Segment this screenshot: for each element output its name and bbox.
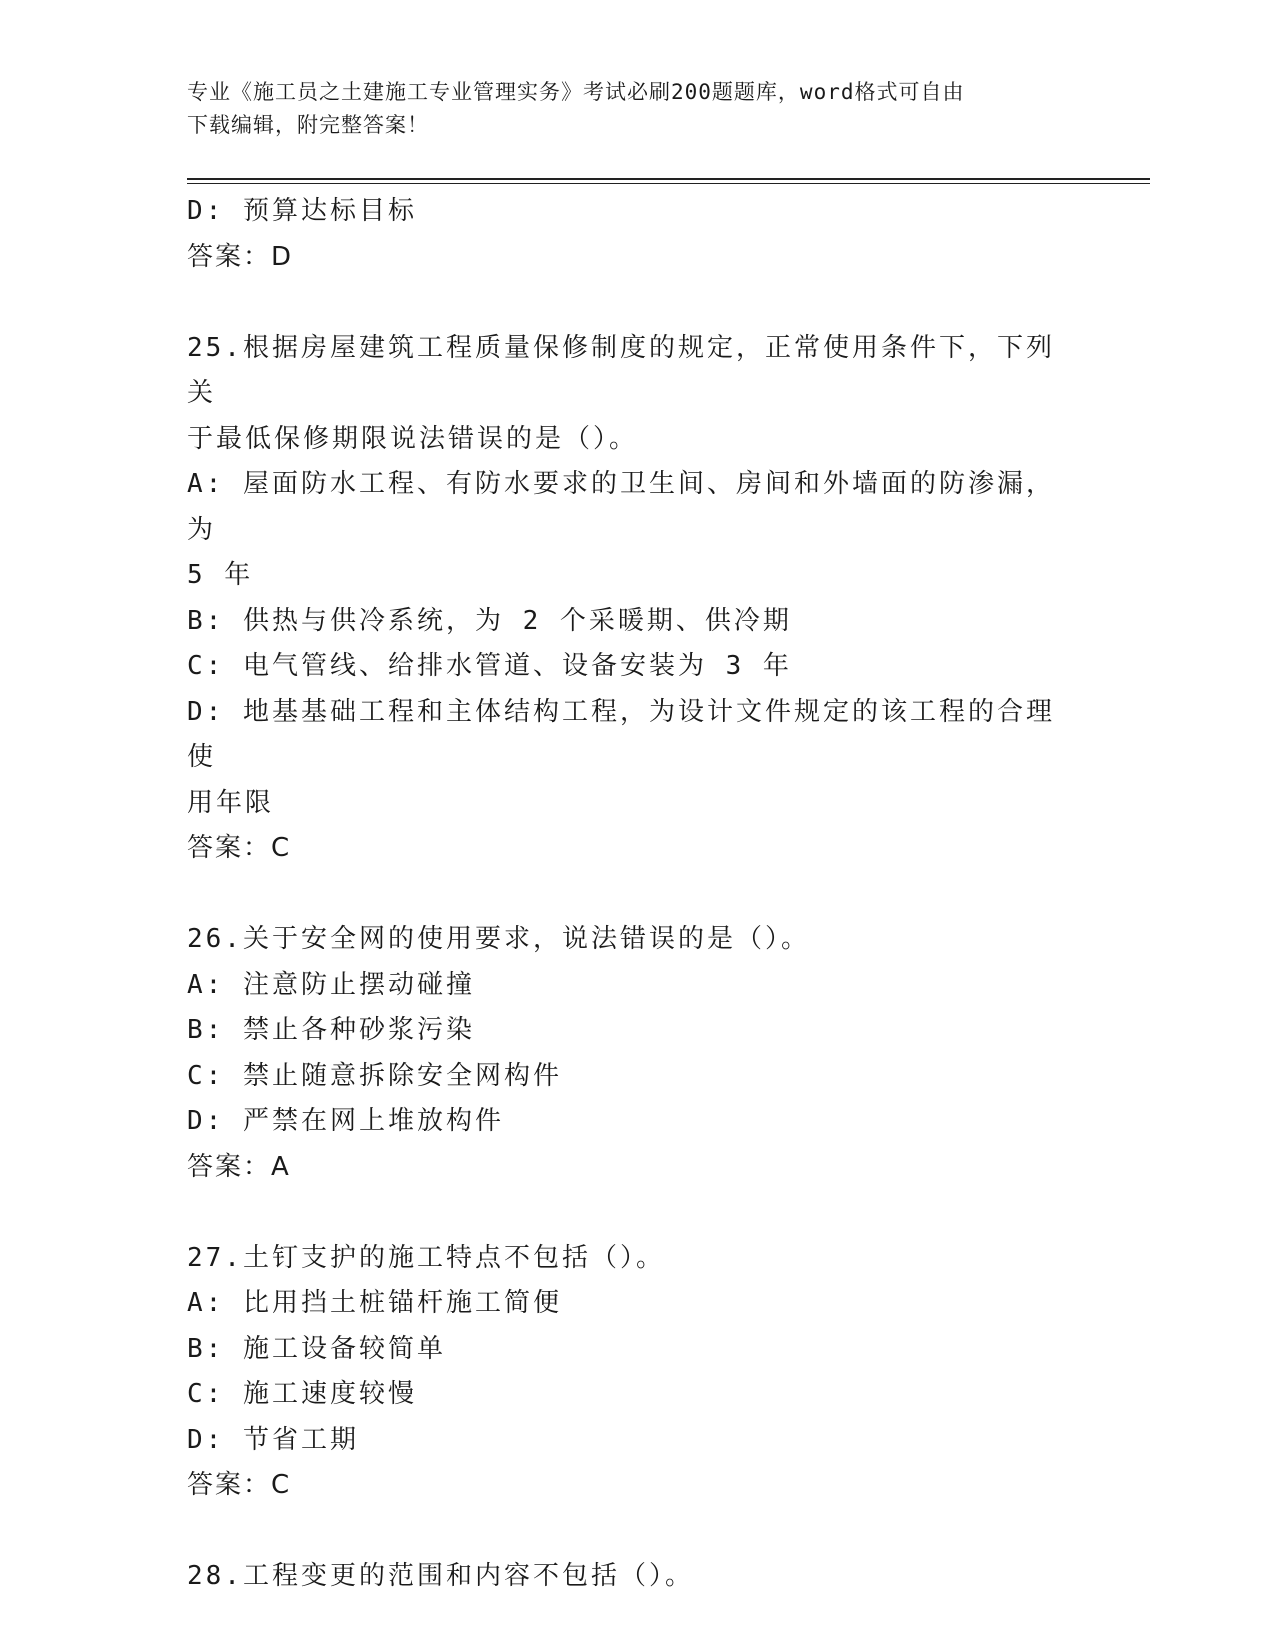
spacer	[187, 872, 1077, 918]
header-line-1: 专业《施工员之土建施工专业管理实务》考试必刷200题题库，word格式可自由	[187, 80, 965, 104]
q25-option-b: B: 供热与供冷系统，为 2 个采暖期、供冷期	[187, 605, 792, 636]
question-25	[187, 326, 1077, 872]
spacer	[187, 1509, 1077, 1555]
question-27	[187, 1236, 1077, 1509]
q26-option-d: D: 严禁在网上堆放构件	[187, 1106, 504, 1136]
q26-option-a: A: 注意防止摆动碰撞	[187, 969, 475, 1000]
question-list	[187, 189, 1077, 1600]
q26-option-b: B: 禁止各种砂浆污染	[187, 1015, 475, 1045]
prev-answer: 答案：D	[187, 241, 294, 272]
header-divider-thick	[187, 178, 1150, 180]
spacer	[187, 1190, 1077, 1236]
prev-option-d: D: 预算达标目标	[187, 196, 417, 226]
q25-option-a-line-2: 5 年	[187, 560, 254, 590]
header-line-2: 下载编辑，附完整答案！	[187, 113, 429, 137]
q26-option-c: C: 禁止随意拆除安全网构件	[187, 1060, 562, 1091]
q27-option-d: D: 节省工期	[187, 1424, 359, 1455]
q27-option-a: A: 比用挡土桩锚杆施工简便	[187, 1288, 562, 1318]
q28-stem: 28.工程变更的范围和内容不包括（）。	[187, 1561, 694, 1591]
q27-option-b: B: 施工设备较简单	[187, 1333, 446, 1364]
q25-stem-line-1: 25.根据房屋建筑工程质量保修制度的规定，正常使用条件下，下列关	[187, 332, 1055, 408]
q25-answer: 答案：C	[187, 833, 292, 863]
q25-option-c: C: 电气管线、给排水管道、设备安装为 3 年	[187, 651, 792, 681]
q26-answer: 答案：A	[187, 1151, 291, 1182]
q26-stem: 26.关于安全网的使用要求，说法错误的是（）。	[187, 924, 810, 954]
q25-option-a-line-1: A: 屋面防水工程、有防水要求的卫生间、房间和外墙面的防渗漏，为	[187, 469, 1055, 545]
q27-option-c: C: 施工速度较慢	[187, 1379, 417, 1409]
question-26	[187, 917, 1077, 1190]
spacer	[187, 280, 1077, 326]
q25-stem-line-2: 于最低保修期限说法错误的是（）。	[187, 423, 639, 454]
header-divider-thin	[187, 183, 1150, 184]
q27-answer: 答案：C	[187, 1470, 292, 1500]
question-28	[187, 1554, 1077, 1600]
document-header	[187, 76, 1087, 142]
q25-option-d-line-2: 用年限	[187, 787, 275, 818]
q27-stem: 27.土钉支护的施工特点不包括（）。	[187, 1242, 665, 1273]
q25-option-d-line-1: D: 地基基础工程和主体结构工程，为设计文件规定的该工程的合理使	[187, 696, 1055, 772]
